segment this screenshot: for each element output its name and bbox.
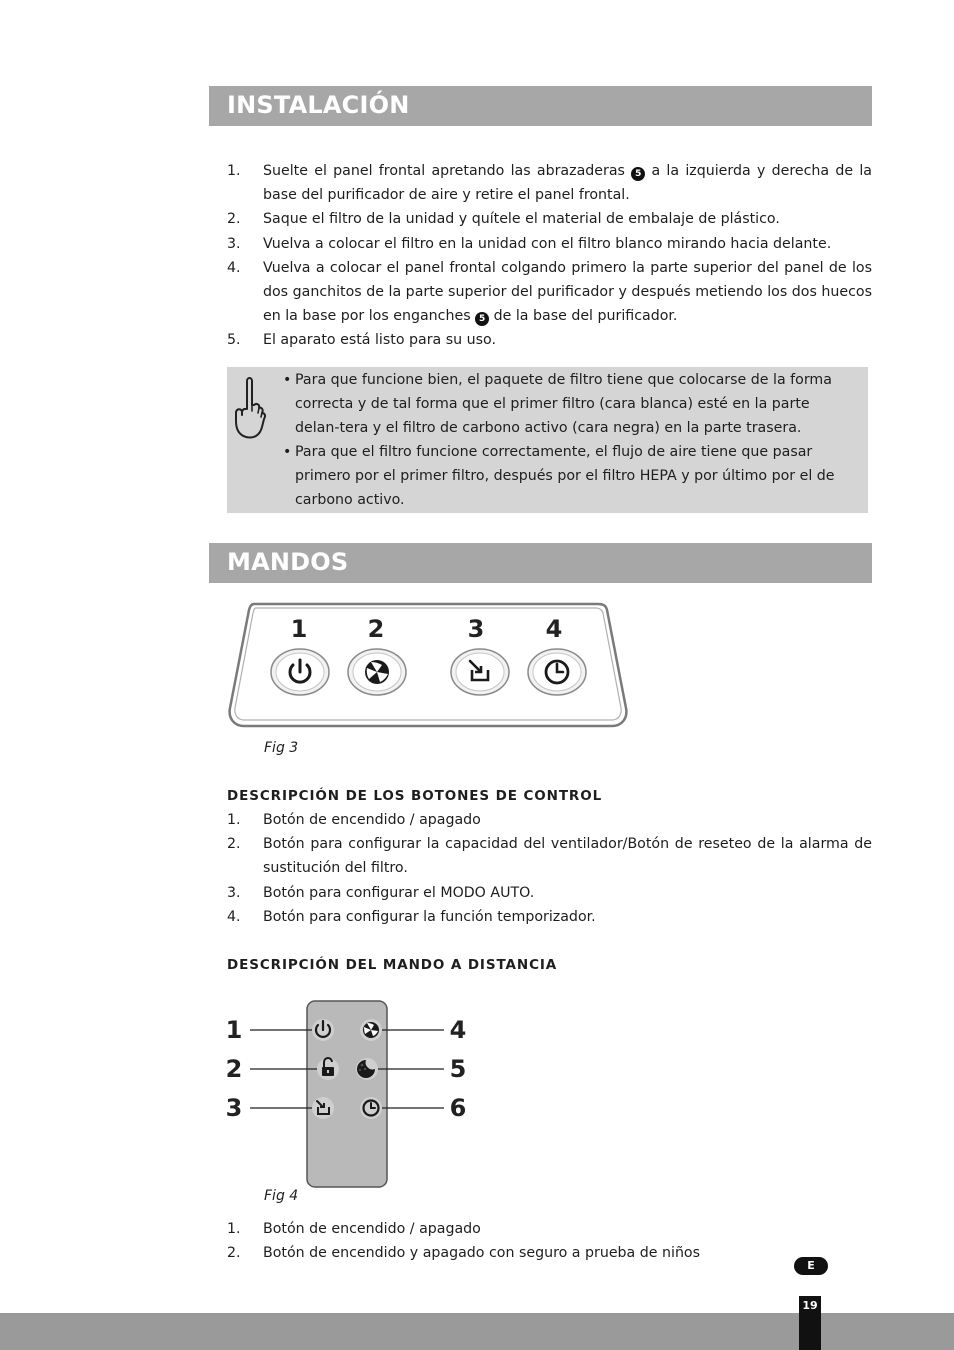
panel-number-3: 3 xyxy=(467,615,485,643)
panel-number-2: 2 xyxy=(367,615,385,643)
fan-icon xyxy=(360,1019,382,1041)
list-item: 2. Botón para configurar la capacidad del ventilador/Botón de reseteo de la alarma de sustitución del filtro. xyxy=(227,836,872,877)
list-item: 3. Vuelva a colocar el filtro en la unidad con el filtro blanco mirando hacia delante. xyxy=(227,235,832,252)
list-item: • Para que funcione bien, el paquete de filtro tiene que colocarse de la forma correcta y de tal forma que el primer filtro (cara blanca) esté en la parte delan-tera y el filtro de carbono activo (cara negra) en la parte trasera. xyxy=(283,372,832,436)
fan-icon xyxy=(348,649,406,695)
page-number: 19 xyxy=(799,1296,821,1350)
list-item: 5. El aparato está listo para su uso. xyxy=(227,332,496,349)
pointing-hand-icon xyxy=(232,375,268,441)
section-title: INSTALACIÓN xyxy=(227,91,410,119)
panel-number-4: 4 xyxy=(545,615,563,643)
remote-number-4: 4 xyxy=(449,1016,467,1044)
auto-mode-icon xyxy=(451,649,509,695)
figure-caption: Fig 3 xyxy=(264,740,299,756)
night-mode-icon xyxy=(356,1058,378,1080)
callout-badge: 5 xyxy=(631,167,645,181)
section-title: MANDOS xyxy=(227,548,349,576)
subheading-buttons: DESCRIPCIÓN DE LOS BOTONES DE CONTROL xyxy=(227,788,603,804)
list-item: 1. Suelte el panel frontal apretando las abrazaderas 5 a la izquierda y derecha de la base del purificador de aire y retire el panel frontal. xyxy=(227,163,872,204)
note-list xyxy=(283,368,855,512)
list-item: 1. Botón de encendido / apagado xyxy=(227,1221,481,1237)
list-item: 4. Botón para configurar la función temporizador. xyxy=(227,908,596,925)
language-badge: E xyxy=(794,1257,828,1275)
remote-number-5: 5 xyxy=(449,1055,467,1083)
remote-number-6: 6 xyxy=(449,1094,467,1122)
figure-caption: Fig 4 xyxy=(264,1188,299,1204)
remote-number-3: 3 xyxy=(225,1094,243,1122)
section-header-installation xyxy=(209,86,872,126)
remote-buttons-list xyxy=(227,1217,872,1265)
note-box xyxy=(227,367,868,513)
list-item: 4. Vuelva a colocar el panel frontal colgando primero la parte superior del panel de los dos ganchitos de la parte superior del purificador y después metiendo los dos huecos en la base por los enganches 5 de la base del purificador. xyxy=(227,259,872,325)
list-item: 3. Botón para configurar el MODO AUTO. xyxy=(227,884,535,901)
panel-number-1: 1 xyxy=(290,615,308,643)
lock-icon xyxy=(317,1058,339,1080)
list-item: 2. Saque el filtro de la unidad y quítele el material de embalaje de plástico. xyxy=(227,211,780,228)
subheading-remote: DESCRIPCIÓN DEL MANDO A DISTANCIA xyxy=(227,957,558,973)
list-item: 2. Botón de encendido y apagado con seguro a prueba de niños xyxy=(227,1245,701,1262)
power-icon xyxy=(312,1019,334,1041)
remote-control-diagram xyxy=(222,996,472,1192)
remote-number-2: 2 xyxy=(225,1055,243,1083)
callout-badge: 5 xyxy=(475,312,489,326)
timer-icon xyxy=(360,1097,382,1119)
remote-number-1: 1 xyxy=(225,1016,243,1044)
section-header-controls xyxy=(209,543,872,583)
list-item: • Para que el filtro funcione correctamente, el flujo de aire tiene que pasar primero por el primer filtro, después por el filtro HEPA y por último por el de carbono activo. xyxy=(283,444,835,508)
installation-steps xyxy=(227,159,872,353)
timer-icon xyxy=(528,649,586,695)
auto-mode-icon xyxy=(312,1097,334,1119)
list-item: 1. Botón de encendido / apagado xyxy=(227,812,481,828)
control-panel-diagram xyxy=(226,600,632,732)
power-icon xyxy=(271,649,329,695)
control-buttons-list xyxy=(227,808,872,929)
